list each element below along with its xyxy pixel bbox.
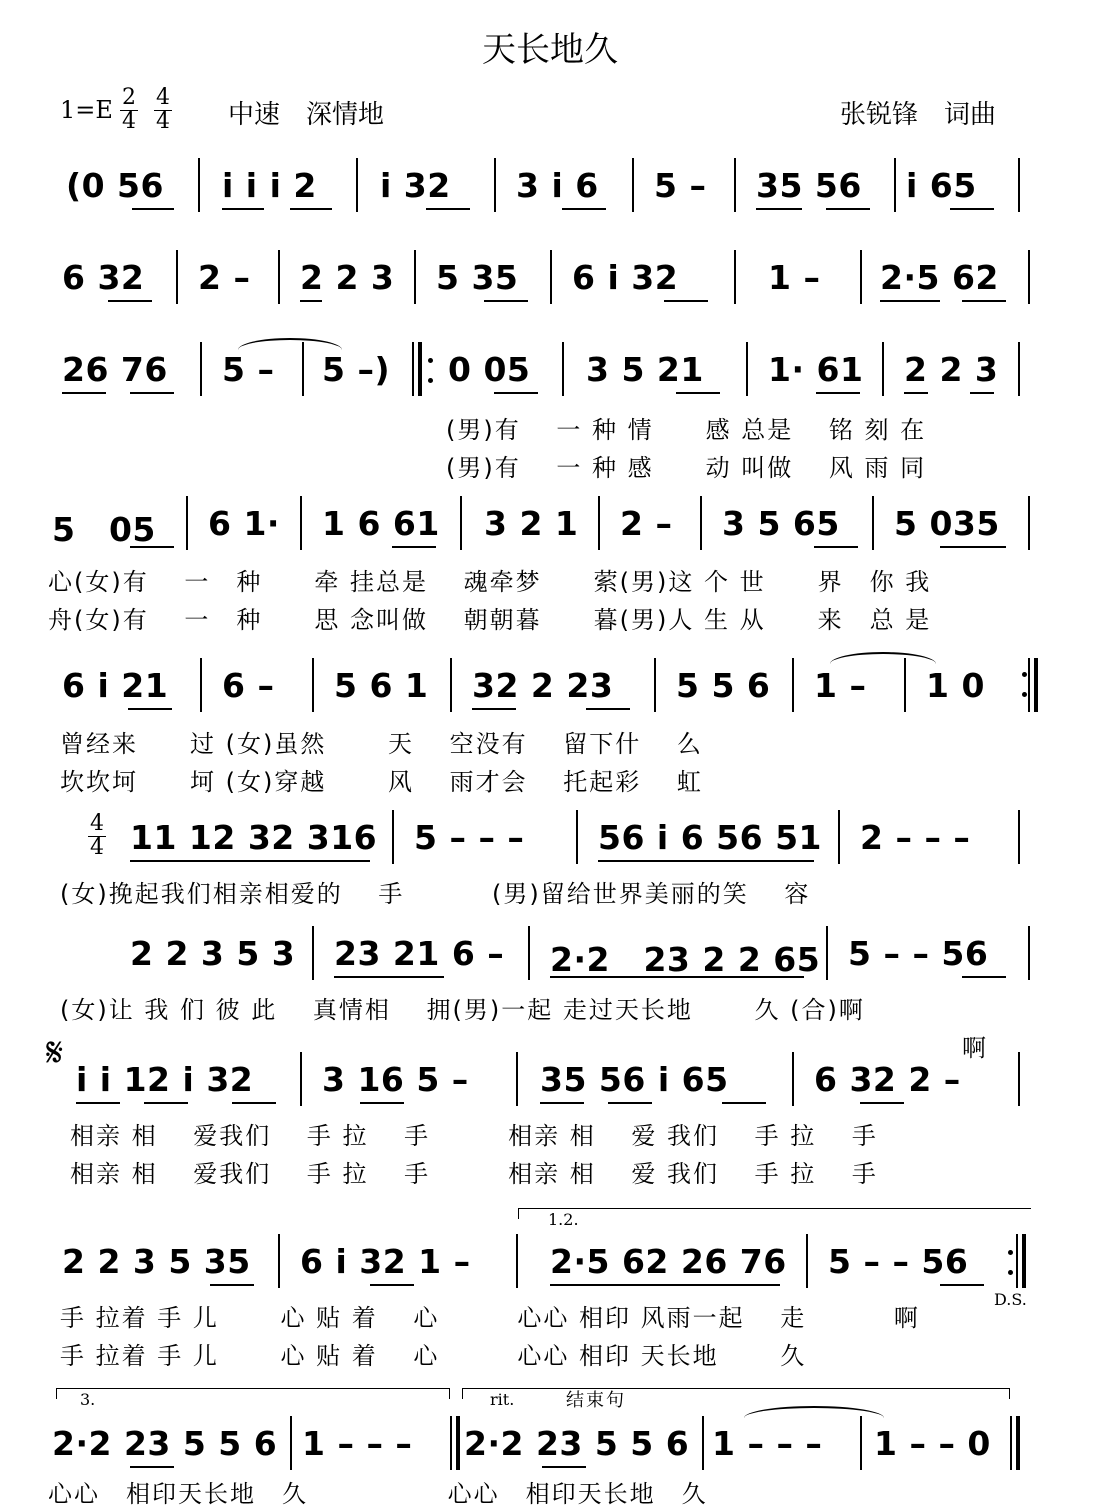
lyrics-verse-1: 曾经来 过 (女)虽然 天 空没有 留下什 么 [60, 730, 703, 758]
repeat-start-barline [418, 342, 422, 396]
barline [792, 658, 794, 712]
measure: 23 21 6 – [334, 934, 505, 973]
barline [450, 1416, 452, 1470]
barline [414, 250, 416, 304]
underline [222, 208, 264, 210]
barline [460, 496, 462, 550]
barline [1028, 250, 1030, 304]
measure: 1 – – 0 [874, 1424, 991, 1463]
measure: 2 2 3 [904, 350, 999, 389]
measure: 5 6 1 [334, 666, 429, 705]
measure: 2 – [620, 504, 673, 543]
measure: 5 – [222, 350, 275, 389]
measure: i i i 2 [222, 166, 317, 205]
barline [598, 496, 600, 550]
barline [200, 342, 202, 396]
lyrics-verse-2: 舟(女)有 一 种 思 念叫做 朝朝暮 暮(男)人 生 从 来 总 是 [48, 606, 932, 634]
underline [130, 392, 174, 394]
barline [872, 496, 874, 550]
measure: 32 2 23 [472, 666, 614, 705]
barline [632, 158, 634, 212]
lyrics-verse-1: 心心 相印天长地 久 心心 相印天长地 久 [48, 1480, 708, 1508]
measure: i 65 [906, 166, 977, 205]
underline [108, 300, 152, 302]
barline [1010, 1416, 1012, 1470]
measure: 2 – [198, 258, 251, 297]
measure: 2·5 62 [880, 258, 999, 297]
underline [940, 1284, 984, 1286]
measure: i 32 [380, 166, 451, 205]
underline [128, 708, 172, 710]
barline [312, 658, 314, 712]
measure: i i 12 i 32 [76, 1060, 254, 1099]
underline [970, 392, 994, 394]
barline [1018, 158, 1020, 212]
measure: 1 – – – [712, 1424, 823, 1463]
measure: 6 32 2 – [814, 1060, 961, 1099]
barline [562, 342, 564, 396]
measure: 5 35 [436, 258, 519, 297]
time-signature-4-4: 4 4 [156, 85, 170, 134]
underline [62, 392, 106, 394]
barline [860, 1416, 862, 1470]
composer-credit: 张锐锋 词曲 [840, 100, 997, 130]
underline [132, 208, 174, 210]
lyrics-extra: 啊 [962, 1034, 988, 1062]
measure: 3 5 21 [586, 350, 704, 389]
ending-label: 结束句 [566, 1390, 626, 1411]
measure: 1 – – – [302, 1424, 413, 1463]
underline [676, 392, 720, 394]
repeat-end-barline [1022, 1234, 1026, 1288]
measure: 6 i 32 [572, 258, 679, 297]
tie [830, 652, 936, 664]
underline [542, 1466, 586, 1468]
barline [1028, 658, 1030, 712]
measure: 5 – – 56 [848, 934, 989, 973]
measure: 2 2 3 5 35 [62, 1242, 251, 1281]
underline [76, 1102, 120, 1104]
lyrics-verse-1: (女)让 我 们 彼 此 真情相 拥(男)一起 走过天长地 久 (合)啊 [60, 996, 865, 1024]
underline [826, 208, 870, 210]
barline [300, 496, 302, 550]
underline [880, 300, 940, 302]
volta-bracket-1-2 [518, 1208, 1031, 1219]
measure: (0 56 [66, 166, 164, 205]
tempo-marking: 中速 深情地 [228, 100, 385, 130]
underline [494, 392, 538, 394]
measure: 11 12 32 316 [130, 818, 378, 857]
key-signature: 1=E [60, 96, 113, 124]
underline [664, 300, 708, 302]
underline [608, 1102, 652, 1104]
lyrics-verse-1: (女)挽起我们相亲相爱的 手 (男)留给世界美丽的笑 容 [60, 880, 811, 908]
barline [904, 658, 906, 712]
measure: 5 035 [894, 504, 1000, 543]
barline [576, 810, 578, 864]
underline [484, 300, 528, 302]
measure: 5 – [654, 166, 707, 205]
lyrics-verse-1: (男)有 一 种 情 感 总是 铭 刻 在 [446, 416, 927, 444]
underline [816, 392, 860, 394]
measure: 1· 61 [768, 350, 864, 389]
underline [962, 976, 1006, 978]
underline [360, 1102, 404, 1104]
measure: 2 2 3 [300, 258, 395, 297]
barline [1028, 926, 1030, 980]
measure: 3 5 65 [722, 504, 840, 543]
measure: 2·2 23 5 5 6 [52, 1424, 278, 1463]
measure: 2·5 62 26 76 [550, 1242, 787, 1281]
underline [210, 1284, 254, 1286]
measure: 5 5 6 [676, 666, 771, 705]
barline [550, 250, 552, 304]
ritardando-marking: rit. [490, 1390, 515, 1409]
underline [472, 708, 516, 710]
lyrics-verse-2: 手 拉着 手 儿 心 贴 着 心 心心 相印 天长地 久 [60, 1342, 807, 1370]
measure: 2·2 23 5 5 6 [464, 1424, 690, 1463]
underline [562, 208, 606, 210]
measure: 6 1· [208, 504, 280, 543]
underline [962, 300, 1006, 302]
lyrics-verse-1: 手 拉着 手 儿 心 贴 着 心 心心 相印 风雨一起 走 啊 [60, 1304, 920, 1332]
repeat-end-barline [1034, 658, 1038, 712]
barline [528, 926, 530, 980]
measure: 26 76 [62, 350, 168, 389]
barline [356, 158, 358, 212]
measure: 1 0 [926, 666, 985, 705]
barline [302, 342, 304, 396]
underline [550, 976, 804, 978]
barline [1018, 342, 1020, 396]
underline [392, 546, 436, 548]
underline [426, 208, 470, 210]
final-barline [1016, 1416, 1020, 1470]
underline [550, 1284, 780, 1286]
repeat-dot [1008, 1270, 1013, 1275]
underline [814, 546, 858, 548]
underline [370, 1284, 414, 1286]
time-signature-4-4: 4 4 [90, 811, 104, 860]
barline [734, 250, 736, 304]
barline [734, 158, 736, 212]
underline [904, 392, 928, 394]
volta-label: 1.2. [548, 1210, 579, 1229]
tie [238, 338, 342, 350]
barline [494, 158, 496, 212]
measure: 1 6 61 [322, 504, 440, 543]
underline [722, 1102, 766, 1104]
measure: 6 – [222, 666, 275, 705]
lyrics-verse-2: 相亲 相 爱我们 手 拉 手 相亲 相 爱 我们 手 拉 手 [70, 1160, 878, 1188]
repeat-dot [1022, 692, 1027, 697]
underline [334, 976, 444, 978]
repeat-dot [1008, 1250, 1013, 1255]
barline [200, 658, 202, 712]
barline [1028, 496, 1030, 550]
barline [278, 1234, 280, 1288]
underline [540, 1102, 584, 1104]
measure: 56 i 6 56 51 [598, 818, 822, 857]
barline [1018, 810, 1020, 864]
measure: 5 – – 56 [828, 1242, 969, 1281]
measure: 2 2 3 5 3 [130, 934, 296, 973]
measure: 5 –) [322, 350, 391, 389]
underline [130, 1466, 174, 1468]
barline [198, 158, 200, 212]
tie [744, 1406, 884, 1418]
barline [278, 250, 280, 304]
measure: 6 i 21 [62, 666, 169, 705]
underline [130, 546, 174, 548]
ending-bracket [462, 1388, 1010, 1399]
barline [894, 158, 896, 212]
measure: 3 2 1 [484, 504, 579, 543]
measure: 5 – – – [414, 818, 525, 857]
barline [792, 1052, 794, 1106]
barline [516, 1234, 518, 1288]
barline [516, 1052, 518, 1106]
barline [392, 810, 394, 864]
barline [860, 250, 862, 304]
measure: 2 – – – [860, 818, 971, 857]
time-signature-2-4: 2 4 [122, 85, 136, 134]
barline [1016, 1234, 1018, 1288]
barline [882, 342, 884, 396]
barline [654, 658, 656, 712]
barline [186, 496, 188, 550]
lyrics-verse-2: (男)有 一 种 感 动 叫做 风 雨 同 [446, 454, 927, 482]
measure: 5 05 [52, 510, 156, 549]
underline [144, 1102, 188, 1104]
barline [700, 496, 702, 550]
lyrics-verse-1: 心(女)有 一 种 牵 挂总是 魂牵梦 萦(男)这 个 世 界 你 我 [48, 568, 932, 596]
repeat-dot [428, 358, 433, 363]
underline [950, 208, 994, 210]
underline [598, 860, 814, 862]
double-barline [456, 1416, 460, 1470]
measure: 3 16 5 – [322, 1060, 469, 1099]
barline [702, 1416, 704, 1470]
underline [586, 708, 630, 710]
underline [300, 300, 322, 302]
underline [290, 208, 332, 210]
repeat-dot [1022, 672, 1027, 677]
barline [290, 1416, 292, 1470]
barline [1018, 1052, 1020, 1106]
underline [232, 1102, 276, 1104]
measure: 1 – [814, 666, 867, 705]
ds-marking: D.S. [994, 1290, 1027, 1309]
measure: 3 i 6 [516, 166, 599, 205]
measure: 0 05 [448, 350, 531, 389]
barline [806, 1234, 808, 1288]
repeat-dot [428, 378, 433, 383]
page-title: 天长地久 [482, 30, 618, 70]
volta-bracket-3 [56, 1388, 450, 1399]
measure: 35 56 i 65 [540, 1060, 729, 1099]
underline [940, 546, 1006, 548]
measure: 35 56 [756, 166, 862, 205]
barline [412, 342, 414, 396]
measure: 6 32 [62, 258, 145, 297]
segno-icon: 𝄋 [46, 1030, 64, 1076]
barline [450, 658, 452, 712]
barline [176, 250, 178, 304]
measure: 2·2 23 2 2 65 [550, 940, 821, 979]
barline [312, 926, 314, 980]
barline [300, 1052, 302, 1106]
underline [756, 208, 802, 210]
volta-label: 3. [80, 1390, 96, 1409]
underline [860, 1102, 904, 1104]
underline [130, 860, 370, 862]
measure: 6 i 32 1 – [300, 1242, 471, 1281]
barline [746, 342, 748, 396]
barline [826, 926, 828, 980]
measure: 1 – [768, 258, 821, 297]
lyrics-verse-2: 坎坎坷 坷 (女)穿越 风 雨才会 托起彩 虹 [60, 768, 703, 796]
lyrics-verse-1: 相亲 相 爱我们 手 拉 手 相亲 相 爱 我们 手 拉 手 [70, 1122, 878, 1150]
barline [838, 810, 840, 864]
